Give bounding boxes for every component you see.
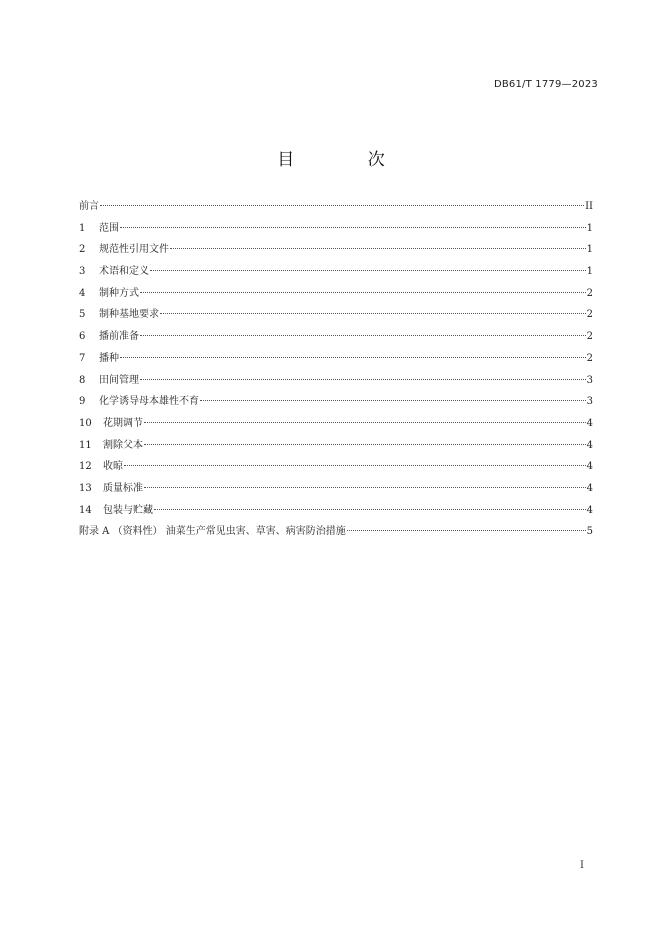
dot-leader — [170, 248, 586, 249]
dot-leader — [144, 422, 586, 423]
toc-entry-11[interactable] — [79, 438, 593, 460]
toc-entry-page: 1 — [586, 244, 593, 256]
dot-leader — [140, 335, 586, 336]
toc-entry-label: 田间管理 — [99, 374, 139, 386]
toc-entry-number: 4 — [79, 287, 86, 299]
toc-entry-label: 割除父本 — [103, 439, 143, 451]
toc-entry-number: 1 — [79, 222, 86, 234]
dot-leader — [140, 292, 586, 293]
toc-entry-number: 12 — [79, 461, 92, 473]
toc-entry-foreword[interactable] — [79, 199, 593, 221]
toc-entry-label: 附录 A （资料性） 油菜生产常见虫害、草害、病害防治措施 — [79, 526, 346, 538]
dot-leader — [120, 227, 586, 228]
toc-entry-label: 术语和定义 — [99, 266, 149, 278]
toc-entry-page: 3 — [586, 396, 593, 408]
dot-leader — [144, 444, 586, 445]
toc-entry-number: 9 — [79, 396, 86, 408]
toc-entry-page: 1 — [586, 222, 593, 234]
toc-entry-page: 2 — [586, 331, 593, 343]
toc-entry-13[interactable] — [79, 481, 593, 503]
toc-entry-page: 4 — [586, 461, 593, 473]
dot-leader — [140, 379, 586, 380]
toc-entry-label: 前言 — [79, 201, 99, 212]
page-title: 目 次 — [277, 150, 419, 170]
toc-entry-number: 13 — [79, 482, 92, 494]
toc-entry-6[interactable] — [79, 329, 593, 351]
toc-entry-label: 质量标准 — [103, 482, 143, 494]
toc-entry-page: II — [585, 201, 593, 212]
toc-entry-page: 4 — [586, 504, 593, 516]
toc-entry-number: 11 — [79, 439, 92, 451]
toc-entry-7[interactable] — [79, 351, 593, 373]
toc-entry-page: 2 — [586, 309, 593, 321]
toc-entry-2[interactable] — [79, 242, 593, 264]
toc-entry-3[interactable] — [79, 264, 593, 286]
toc-entry-number: 5 — [79, 309, 86, 321]
toc-entry-number: 8 — [79, 374, 86, 386]
dot-leader — [100, 205, 584, 206]
toc-entry-8[interactable] — [79, 373, 593, 395]
document-code: DB61/T 1779—2023 — [493, 79, 598, 90]
dot-leader — [120, 357, 586, 358]
toc-entry-1[interactable] — [79, 221, 593, 243]
toc-entry-5[interactable] — [79, 307, 593, 329]
toc-entry-label: 包装与贮藏 — [103, 504, 153, 516]
page-number: I — [580, 860, 584, 871]
toc-entry-page: 4 — [586, 417, 593, 429]
toc-entry-number: 7 — [79, 352, 86, 364]
toc-entry-12[interactable] — [79, 459, 593, 481]
toc-entry-page: 2 — [586, 352, 593, 364]
toc-entry-label: 化学诱导母本雄性不育 — [99, 396, 199, 408]
toc-entry-14[interactable] — [79, 503, 593, 525]
toc-entry-label: 制种方式 — [99, 287, 139, 299]
dot-leader — [124, 465, 586, 466]
toc-entry-appendix-a[interactable] — [79, 524, 593, 546]
toc-entry-number: 3 — [79, 266, 86, 278]
toc-entry-page: 5 — [586, 526, 593, 538]
dot-leader — [154, 509, 586, 510]
toc-entry-4[interactable] — [79, 286, 593, 308]
toc-entry-page: 3 — [586, 374, 593, 386]
toc-entry-label: 制种基地要求 — [99, 309, 159, 321]
dot-leader — [347, 530, 586, 531]
toc-entry-page: 1 — [586, 266, 593, 278]
toc-entry-page: 4 — [586, 482, 593, 494]
dot-leader — [150, 270, 586, 271]
dot-leader — [144, 487, 586, 488]
toc-entry-label: 播种 — [99, 352, 119, 364]
toc-entry-number: 2 — [79, 244, 86, 256]
toc-entry-number: 6 — [79, 331, 86, 343]
toc-entry-page: 2 — [586, 287, 593, 299]
toc-entry-label: 范围 — [99, 222, 119, 234]
table-of-contents — [79, 199, 593, 546]
toc-entry-label: 花期调节 — [103, 417, 143, 429]
toc-entry-label: 播前准备 — [99, 331, 139, 343]
dot-leader — [200, 400, 586, 401]
toc-entry-number: 14 — [79, 504, 92, 516]
toc-entry-page: 4 — [586, 439, 593, 451]
toc-entry-number: 10 — [79, 417, 92, 429]
toc-entry-label: 收晾 — [103, 461, 123, 473]
toc-entry-label: 规范性引用文件 — [99, 244, 169, 256]
dot-leader — [160, 313, 586, 314]
toc-entry-10[interactable] — [79, 416, 593, 438]
toc-entry-9[interactable] — [79, 394, 593, 416]
